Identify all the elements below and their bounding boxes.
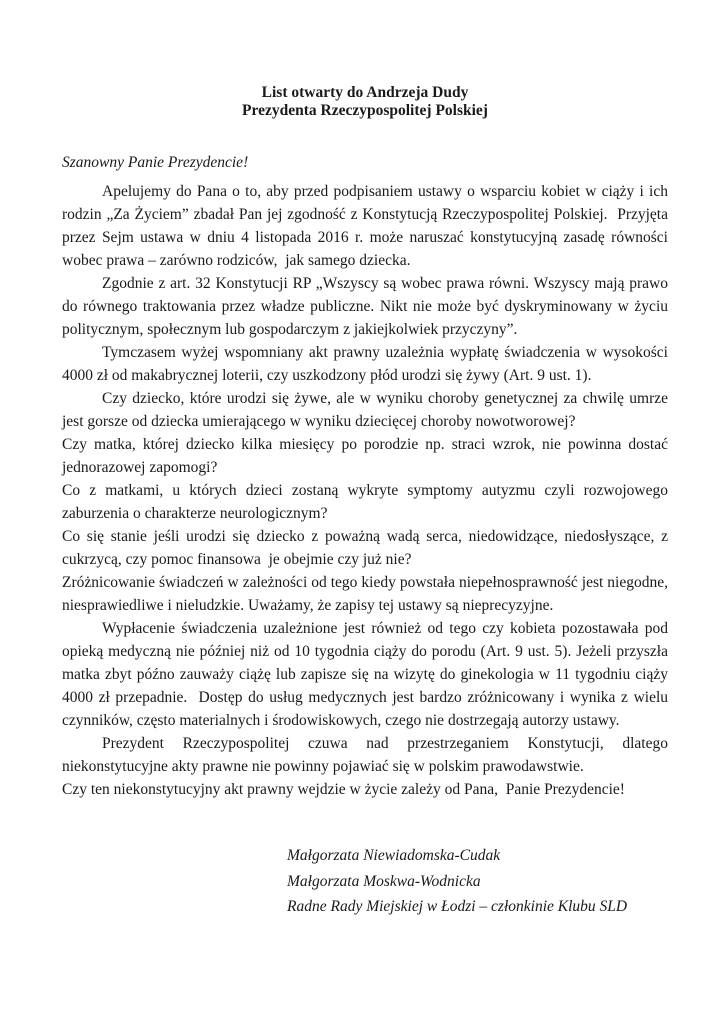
letter-title: [62, 84, 668, 120]
signatory-name-1: Małgorzata Niewiadomska-Cudak: [287, 847, 501, 864]
paragraph-4: Czy dziecko, które urodzi się żywe, ale w wyniku choroby genetycznej za chwilę umrze jest gorsze od dziecka umierającego w wyniku dziecięcej choroby nowotworowej?: [62, 390, 672, 430]
salutation: Szanowny Panie Prezydencie!: [62, 154, 249, 171]
title-line-2: Prezydenta Rzeczypospolitej Polskiej: [242, 102, 488, 119]
paragraph-9: Wypłacenie świadczenia uzależnione jest również od tego czy kobieta pozostawała pod opieką medyczną nie później niż od 10 tygodnia ciąży do porodu (Art. 9 ust. 5). Jeżeli przyszła matka zbyt późno zauważy ciążę lub zapisze się na wizytę do ginekologia w 11 tygodniu ciąży 4000 zł przepadnie. Dostęp do usług medycznych jest bardzo zróżnicowany i wynika z wielu czynników, często materialnych i środowiskowych, czego nie dostrzegają autorzy ustawy.: [62, 620, 672, 729]
paragraph-1: Apelujemy do Pana o to, aby przed podpisaniem ustawy o wsparciu kobiet w ciąży i ich rodzin „Za Życiem” zbadał Pan jej zgodność z Konstytucją Rzeczypospolitej Polskiej. Przyjęta przez Sejm ustawa w dniu 4 listopada 2016 r. może naruszać konstytucyjną zasadę równości wobec prawa – zarówno rodziców, jak samego dziecka.: [62, 183, 672, 269]
paragraph-3: Tymczasem wyżej wspomniany akt prawny uzależnia wypłatę świadczenia w wysokości 4000 zł od makabrycznej loterii, czy uszkodzony płód urodzi się żywy (Art. 9 ust. 1).: [62, 344, 672, 384]
paragraph-8: Zróżnicowanie świadczeń w zależności od tego kiedy powstała niepełnosprawność jest niegodne, niesprawiedliwe i nieludzkie. Uważamy, że zapisy tej ustawy są nieprecyzyjne.: [62, 574, 672, 614]
signatory-name-2: Małgorzata Moskwa-Wodnicka: [287, 872, 481, 890]
title-line-1: List otwarty do Andrzeja Dudy: [261, 84, 469, 101]
paragraph-2: Zgodnie z art. 32 Konstytucji RP „Wszyscy są wobec prawa równi. Wszyscy mają prawo do równego traktowania przez władze publiczne. Nikt nie może być dyskryminowany w życiu politycznym, społecznym lub gospodarczym z jakiejkolwiek przyczyny”.: [62, 275, 672, 338]
signature-block: [287, 843, 668, 920]
paragraph-7: Co się stanie jeśli urodzi się dziecko z poważną wadą serca, niedowidzące, niedosłyszące, z cukrzycą, czy pomoc finansowa je obejmie czy już nie?: [62, 528, 672, 568]
paragraph-11: Czy ten niekonstytucyjny akt prawny wejdzie w życie zależy od Pana, Panie Prezydencie!: [62, 781, 625, 798]
letter-body: [62, 180, 672, 801]
signatory-role: Radne Rady Miejskiej w Łodzi – członkinie Klubu SLD: [287, 898, 628, 915]
paragraph-6: Co z matkami, u których dzieci zostaną wykryte symptomy autyzmu czyli rozwojowego zaburzenia o charakterze neurologicznym?: [62, 482, 672, 522]
paragraph-10: Prezydent Rzeczypospolitej czuwa nad przestrzeganiem Konstytucji, dlatego niekonstytucyjne akty prawne nie powinny pojawiać się w polskim prawodawstwie.: [62, 735, 672, 775]
paragraph-5: Czy matka, której dziecko kilka miesięcy po porodzie np. straci wzrok, nie powinna dostać jednorazowej zapomogi?: [62, 436, 672, 476]
